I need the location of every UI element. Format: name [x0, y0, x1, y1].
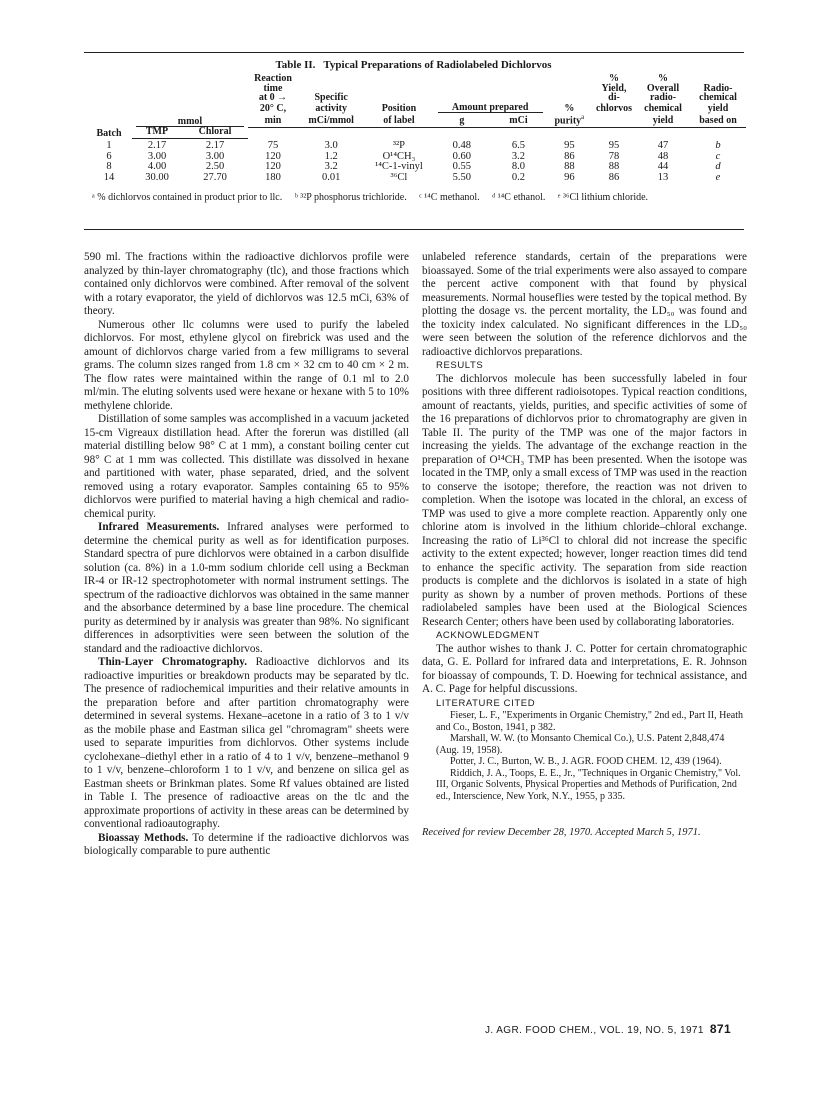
cell-based: e	[715, 171, 721, 183]
right-column	[422, 251, 747, 840]
cell-purity: 86	[564, 150, 575, 162]
run-in-heading: Infrared Measurements.	[98, 521, 220, 533]
paragraph: Numerous other llc columns were used to purify the labeled dichlorvos. For most, ethylene glycol on firebrick was used and the amount of dichlorvos charge varied from a few milligrams to several grams. The column sizes ranged from 1.8 cm × 32 cm to 40 cm × 2 m. The flow rates were maintained within the range of 0.1 ml to 2.0 ml/min. The eluting solvents used were hexane or hexane with 5 to 10% methylene chloride.	[84, 318, 409, 412]
cell-mci: 6.5	[511, 139, 526, 151]
paragraph: unlabeled reference standards, certain of the preparations were bioassayed. Some of the trial experiments were also assayed to compare the percent active component with that found by physical measurements. Normal houseflies were tested by the topical method. By plotting the dosage vs. the percent mortality, the LD₅₀ was found and the toxicity index calculated. No significant differences in the LD₅₀ were seen between the solution of the reference dichlorvos and the radioactive dichlorvos preparations.	[422, 251, 747, 358]
col-amount-prepared: Amount prepared	[434, 103, 547, 114]
cell-based: b	[715, 139, 721, 151]
left-column	[84, 251, 409, 859]
reference-item: Marshall, W. W. (to Monsanto Chemical Co.), U.S. Patent 2,848,474 (Aug. 19, 1958).	[436, 733, 725, 756]
cell-g: 0.55	[452, 161, 472, 173]
received-note: Received for review December 28, 1970. Accepted March 5, 1971.	[422, 827, 701, 838]
cell-time: 120	[265, 161, 281, 173]
reference-item: Fieser, L. F., "Experiments in Organic Chemistry," 2nd ed., Part II, Heath and Co., Boston, 1941, p 382.	[436, 710, 744, 733]
cell-activity: 3.0	[324, 139, 338, 151]
cell-mci: 3.2	[511, 150, 526, 162]
run-in-heading: Thin-Layer Chromatography.	[98, 656, 248, 668]
cell-overall: 47	[657, 139, 669, 151]
cell-tmp: 4.00	[147, 161, 167, 173]
table-footnotes	[92, 192, 752, 203]
cell-batch: 8	[106, 161, 112, 173]
cell-g: 0.48	[452, 139, 472, 151]
cell-time: 75	[267, 139, 279, 151]
col-mmol: mmol	[132, 74, 248, 127]
cell-yield: 88	[608, 161, 620, 173]
section-heading-literature: LITERATURE CITED	[436, 697, 536, 709]
cell-yield: 78	[608, 150, 620, 162]
journal-citation: J. AGR. FOOD CHEM., VOL. 19, NO. 5, 1971	[485, 1025, 704, 1036]
cell-overall: 48	[657, 150, 669, 162]
section-heading-results: RESULTS	[436, 360, 484, 371]
reference-item: Riddich, J. A., Toops, E. E., Jr., "Techniques in Organic Chemistry," Vol. III, Organic Solvents, Physical Properties and Methods of Purification, 2nd ed., Interscience, New York, N.Y., 1955, p 335.	[436, 767, 741, 802]
top-rule	[84, 52, 744, 53]
cell-overall: 44	[657, 161, 669, 173]
section-heading-acknowledgment: ACKNOWLEDGMENT	[436, 630, 540, 641]
paragraph: Bioassay Methods. To determine if the radioactive dichlorvos was biologically comparable to pure authentic	[84, 831, 410, 857]
cell-purity: 95	[564, 139, 575, 151]
paragraph: Distillation of some samples was accomplished in a vacuum jacketed 15-cm Vigreaux distillation head. After the forerun was distilled (all material distilling below 98° C at 1 mm), a constant boiling center cut 98° C at 1 mm was collected. This distillate was dissolved in hexane and partitioned with water, phase separated, dried, and the solvent removed using a rotary evaporator. Samples containing 65 to 95% dichlorvos were purified to material having a high chemical and radio-chemical purity.	[84, 413, 409, 520]
table-row	[86, 138, 746, 151]
table-row	[86, 162, 746, 173]
cell-position: ³²P	[392, 139, 405, 151]
cell-time: 180	[265, 171, 281, 183]
footnote: ᵉ ³⁶Cl lithium chloride.	[557, 192, 649, 203]
cell-activity: 1.2	[324, 150, 338, 162]
cell-based: c	[715, 150, 721, 162]
page-footer	[485, 1022, 731, 1036]
table-caption: Typical Preparations of Radiolabeled Dichlorvos	[323, 59, 552, 71]
footnote: ᵇ ³²P phosphorus trichloride.	[294, 192, 407, 203]
cell-yield: 86	[608, 171, 620, 183]
cell-g: 5.50	[452, 171, 472, 183]
cell-position: O¹⁴CH₃	[382, 150, 416, 162]
cell-chloral: 3.00	[205, 150, 225, 162]
cell-batch: 14	[103, 171, 115, 183]
cell-batch: 6	[106, 150, 112, 162]
cell-mci: 8.0	[511, 161, 526, 173]
cell-based: d	[715, 161, 721, 173]
cell-batch: 1	[106, 139, 112, 151]
table-row	[86, 172, 746, 183]
paragraph: 590 ml. The fractions within the radioactive dichlorvos profile were analyzed by thin-layer chromatography (tlc), and those fractions which contained only dichlorvos were combined. After removal of the solvent with a rotary evaporator, the yield of dichlorvos was 12.5 mCi, 63% of theory.	[84, 251, 409, 317]
cell-g: 0.60	[452, 150, 472, 162]
table-title	[0, 59, 827, 71]
page-number: 871	[709, 1022, 732, 1036]
cell-yield: 95	[608, 139, 620, 151]
paragraph: Infrared Measurements. Infrared analyses were performed to determine the chemical purity as well as for identification purposes. Standard spectra of pure dichlorvos were obtained in a carbon disulfide solution (ca. 8%) in a 1.0-mm sodium chloride cell using a Beckman IR-4 or IR-12 spectrophotometer with normal instrument settings. The spectrum of the radioactive dichlorvos was obtained in the same manner and the absorbance determined by a base line procedure. The chemical purity as determined by ir analysis was greater than 98%. No significant differences in adsorptivities were seen between the solution of the standard and the radioactive dichlorvos.	[84, 521, 409, 655]
footnote: ᶜ ¹⁴C methanol.	[419, 192, 480, 203]
paragraph: The author wishes to thank J. C. Potter for certain chromatographic data, G. E. Pollard for infrared data and interpretations, E. R. Johnson for bioassay of compounds, T. D. Hoewing for technical assistance, and A. C. Page for helpful discussions.	[422, 642, 747, 695]
cell-tmp: 30.00	[145, 171, 169, 183]
cell-time: 120	[265, 150, 281, 162]
run-in-heading: Bioassay Methods.	[98, 831, 189, 844]
cell-tmp: 3.00	[147, 150, 167, 162]
cell-mci: 0.2	[511, 171, 526, 183]
paragraph: Thin-Layer Chromatography. Radioactive dichlorvos and its radioactive impurities or breakdown products may be separated by tlc. The presence of radiochemical impurities and their relative amounts in the preparation before and after partition chromatography were determined in several systems. Hexane–acetone in a ratio of 3 to 1 v/v as the mobile phase and Eastman silica gel "chromagram" sheets were used to separate impurities from dichlorvos. Other systems include cyclohexane–diethyl ether in a ratio of 4 to 1 v/v, benzene–methanol 9 to 1 v/v, benzene–chloroform 1 to 1 v/v, and benzene on silica gel as Eastman sheets or Brinkman plates. Some Rf values obtained are listed in Table I. The presence of radioactive areas on the tlc and the approximate proportions of activity in these areas can be determined by conventional radioautography.	[84, 656, 409, 830]
preparations-table: Batch mmol Reaction % % time Yield, Overall Radio- at 0 → Specific di- radio- chemical 20° C, activity Position Amount prepared % chlorvos chemical yield min mCi/mmol of label g mCi purity$^a$ yield based on TMP Chloral 1 2.17 2.17 75 3.0 ³²P 0.48 6.5 95 95 47 b 6 3.00 3.00 120 1.2 O¹⁴CH₃ 0.60 3.2 86 78 48 c 8 4.00 2.50 120 3.2 ¹⁴C-1-vinyl 0.55 8.0 88 88 44 d 14 30.00 27.70 180 0.01 ³⁶Cl 5.50 0.2 96 86 13 e	[86, 74, 746, 183]
col-batch: Batch	[96, 127, 122, 139]
footnote: ᵃ % dichlorvos contained in product prior to llc.	[92, 192, 283, 203]
footnote: ᵈ ¹⁴C ethanol.	[492, 192, 546, 203]
cell-chloral: 2.17	[205, 140, 225, 152]
cell-activity: 0.01	[321, 171, 341, 183]
cell-purity: 88	[564, 161, 575, 173]
cell-tmp: 2.17	[147, 140, 167, 152]
cell-activity: 3.2	[324, 161, 338, 173]
cell-chloral: 27.70	[203, 171, 227, 183]
cell-position: ³⁶Cl	[390, 171, 408, 183]
reference-item: Potter, J. C., Burton, W. B., J. AGR. FOOD CHEM. 12, 439 (1964).	[450, 756, 722, 767]
table-label: Table II.	[275, 59, 316, 71]
table-bottom-rule	[84, 229, 744, 230]
paragraph: The dichlorvos molecule has been successfully labeled in four positions with three different radioisotopes. Typical reaction conditions, amount of reactants, yields, purities, and specific activities of some of the 16 preparations of dichlorvos prior to chromatography are given in Table II. The purity of the TMP was one of the major factors in increasing the yields. The advantage of the exchange reaction in the preparation of O¹⁴CH₃ TMP has been presented. When the isotope was located in the TMP, only a small excess of TMP was used in the reaction to conserve the isotope; therefore, the reaction was not driven to completion. When the isotope was located in the chloral, an excess of TMP was used to give a more complete reaction. Apparently only one chlorine atom is involved in the lithium chloride–chloral exchange. Increasing the ratio of Li³⁶Cl to chloral did not increase the specific activity to the extent expected; however, longer reaction times did tend to enhance the specific activity. The separation from side reaction products is complete and the dichlorvos is isolated in a state of high purity as shown by a number of proven methods. Portions of these radiolabeled samples have been used at the Biological Sciences Research Center; others have been used by collaborating laboratories.	[422, 372, 747, 628]
cell-chloral: 2.50	[205, 161, 225, 173]
cell-purity: 96	[564, 171, 575, 183]
cell-overall: 13	[657, 171, 669, 183]
cell-position: ¹⁴C-1-vinyl	[375, 161, 423, 173]
